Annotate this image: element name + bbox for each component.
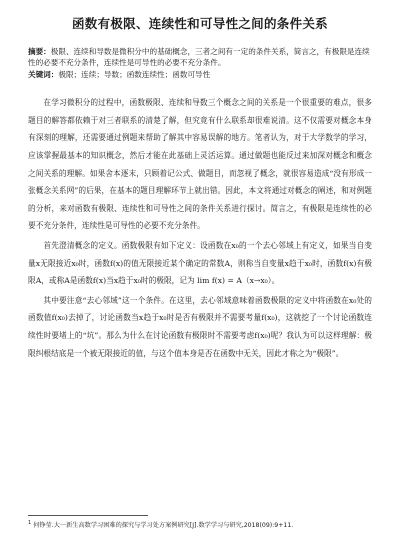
paragraph: 在学习微积分的过程中，函数极限、连续和导数三个概念之间的关系是一个很重要的难点，很多题目的解答都依赖于对三者联系的清楚了解，但究竟有什么联系却很难说清。这不仅需要对概念本身有深刻的理解，还需要通过例题来帮助了解其中容易误解的地方。笔者认为，对于大学数学的学习，应该掌握最基本的知识概念，然后才能在此基础上灵活运算。通过做题也能反过来加深对概念和概念之间关系的理解。如果舍本逐末，只顾着记公式、做题目，而忽视了概念，就很容易造成“没有形成一张概念关系网”的后果，在基本的题目理解环节上就出错。因此，本文将通过对概念的阐述，和对例题的分析，来对函数有极限、连续性和可导性之间的条件关系进行探讨。简言之，有极限是连续性的必要不充分条件，连续性是可导性的必要不充分条件。: [28, 98, 372, 231]
document-title: 函数有极限、连续性和可导性之间的条件关系: [71, 16, 328, 31]
abstract-text: 极限、连续和导数是微积分中的基础概念，三者之间有一定的条件关系，简言之，有极限是连续性的必要不充分条件，连续性是可导性的必要不充分条件。: [28, 47, 370, 68]
abstract: [28, 46, 372, 69]
footnote: [28, 519, 372, 530]
footnote-divider: [28, 515, 148, 516]
paragraph: 其中要注意“去心邻域”这一个条件。在这里，去心邻域意味着函数极限的定义中将函数在x₀处的函数值f(x₀)去掉了，讨论函数当x趋于x₀时是否有极限并不需要考量f(x₀)，这就挖了一个讨论函数连续性时要堵上的“坑”。那么为什么在讨论函数有极限时不需要考虑f(x₀)呢？我认为可以这样理解：极限纠根结底是一个被无限接近的值，与这个值本身是否在函数中无关，因此才称之为“极限”。: [28, 295, 372, 358]
keywords-label: 关键词：: [28, 69, 59, 79]
abstract-label: 摘要：: [28, 47, 51, 56]
footnote-mark: 1: [28, 520, 32, 526]
footnote-text: 何铮莹.大一新生高数学习困难的探究与学习处方案例研究[J].数学学习与研究,2018(09):9+11.: [33, 522, 294, 530]
body-text: [28, 94, 372, 362]
keywords-text: 极限；连续；导数；函数连续性；函数可导性: [58, 69, 211, 79]
keywords: [28, 69, 372, 80]
paragraph: 首先澄清概念的定义。函数极限有如下定义：设函数在x₀的一个去心邻域上有定义，如果当自变量x无限接近x₀时，函数f(x)的值无限接近某个确定的常数A，则称当自变量x趋于x₀时，函数f(x)有极限A，或称A是函数f(x)当x趋于x₀时的极限，记为 lim f(x) = A（x→x₀）。: [28, 240, 372, 286]
